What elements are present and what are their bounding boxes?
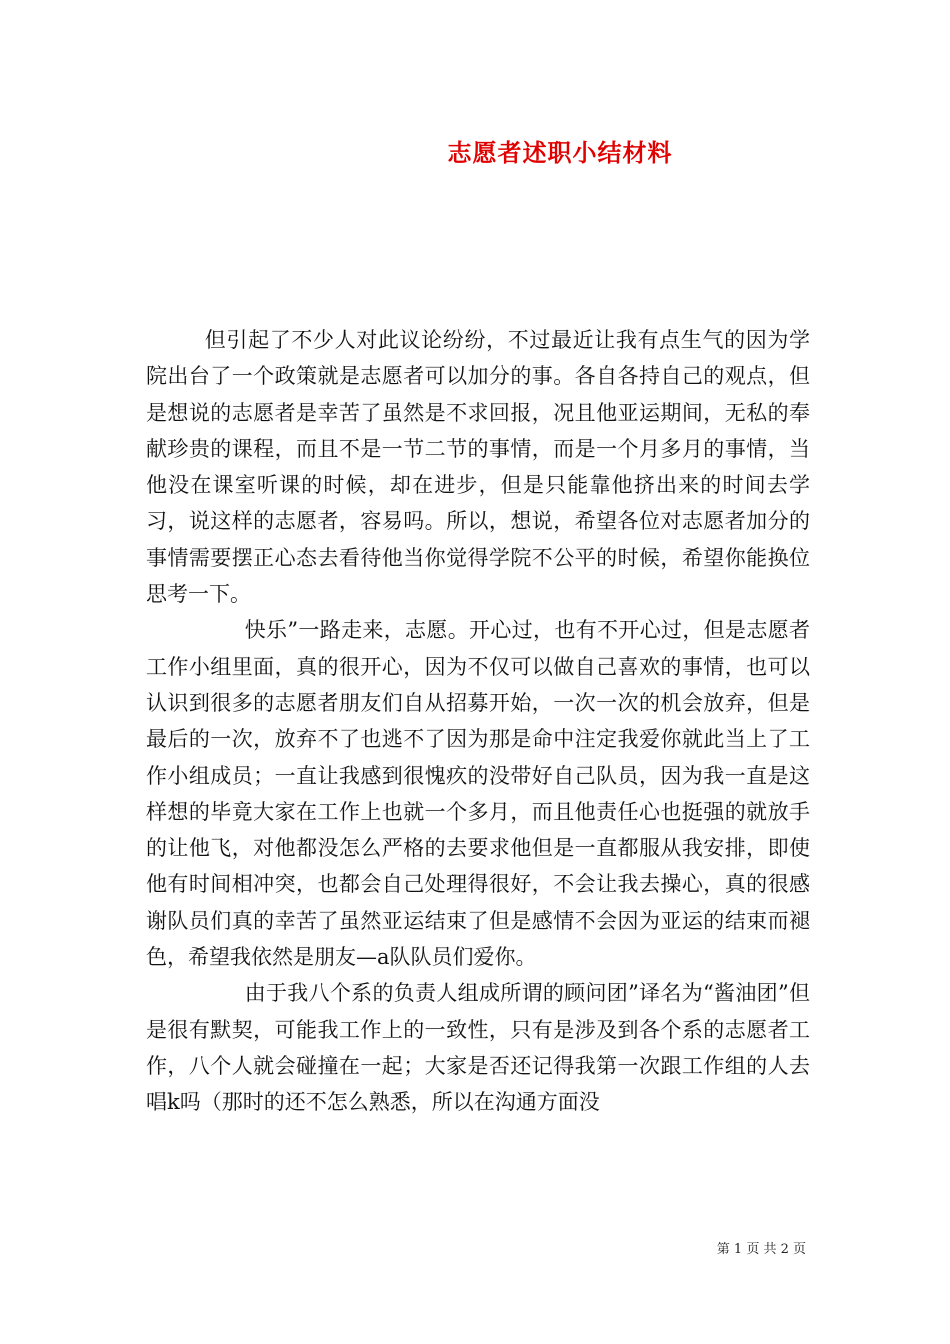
page-number-footer: 第 1 页 共 2 页 bbox=[716, 1242, 806, 1257]
paragraph: 快乐”一路走来，志愿。开心过，也有不开心过，但是志愿者工作小组里面，真的很开心，因为不仅可以做自己喜欢的事情，也可以认识到很多的志愿者朋友们自从招募开始，一次一次的机会放弃，但是最后的一次，放弃不了也逃不了因为那是命中注定我爱你就此当上了工作小组成员；一直让我感到很愧疚的没带好自己队员，因为我一直是这样想的毕竟大家在工作上也就一个多月，而且他责任心也挺强的就放手的让他飞，对他都没怎么严格的去要求他但是一直都服从我安排，即使他有时间相冲突，也都会自己处理得很好，不会让我去操心，真的很感谢队员们真的幸苦了虽然亚运结束了但是感情不会因为亚运的结束而褪色，希望我依然是朋友—a队队员们爱你。 bbox=[146, 618, 810, 970]
document-title: 志愿者述职小结材料 bbox=[447, 138, 673, 167]
paragraph: 但引起了不少人对此议论纷纷，不过最近让我有点生气的因为学院出台了一个政策就是志愿者可以加分的事。各自各持自己的观点，但是想说的志愿者是幸苦了虽然是不求回报，况且他亚运期间，无私的奉献珍贵的课程，而且不是一节二节的事情，而是一个月多月的事情，当他没在课室听课的时候，却在进步，但是只能靠他挤出来的时间去学习，说这样的志愿者，容易吗。所以，想说，希望各位对志愿者加分的事情需要摆正心态去看待他当你觉得学院不公平的时候，希望你能换位思考一下。 bbox=[146, 328, 810, 607]
document-body bbox=[146, 322, 810, 1121]
paragraph: 由于我八个系的负责人组成所谓的顾问团”译名为“酱油团”但是很有默契，可能我工作上的一致性，只有是涉及到各个系的志愿者工作，八个人就会碰撞在一起；大家是否还记得我第一次跟工作组的人去唱k吗（那时的还不怎么熟悉，所以在沟通方面没 bbox=[146, 981, 810, 1115]
